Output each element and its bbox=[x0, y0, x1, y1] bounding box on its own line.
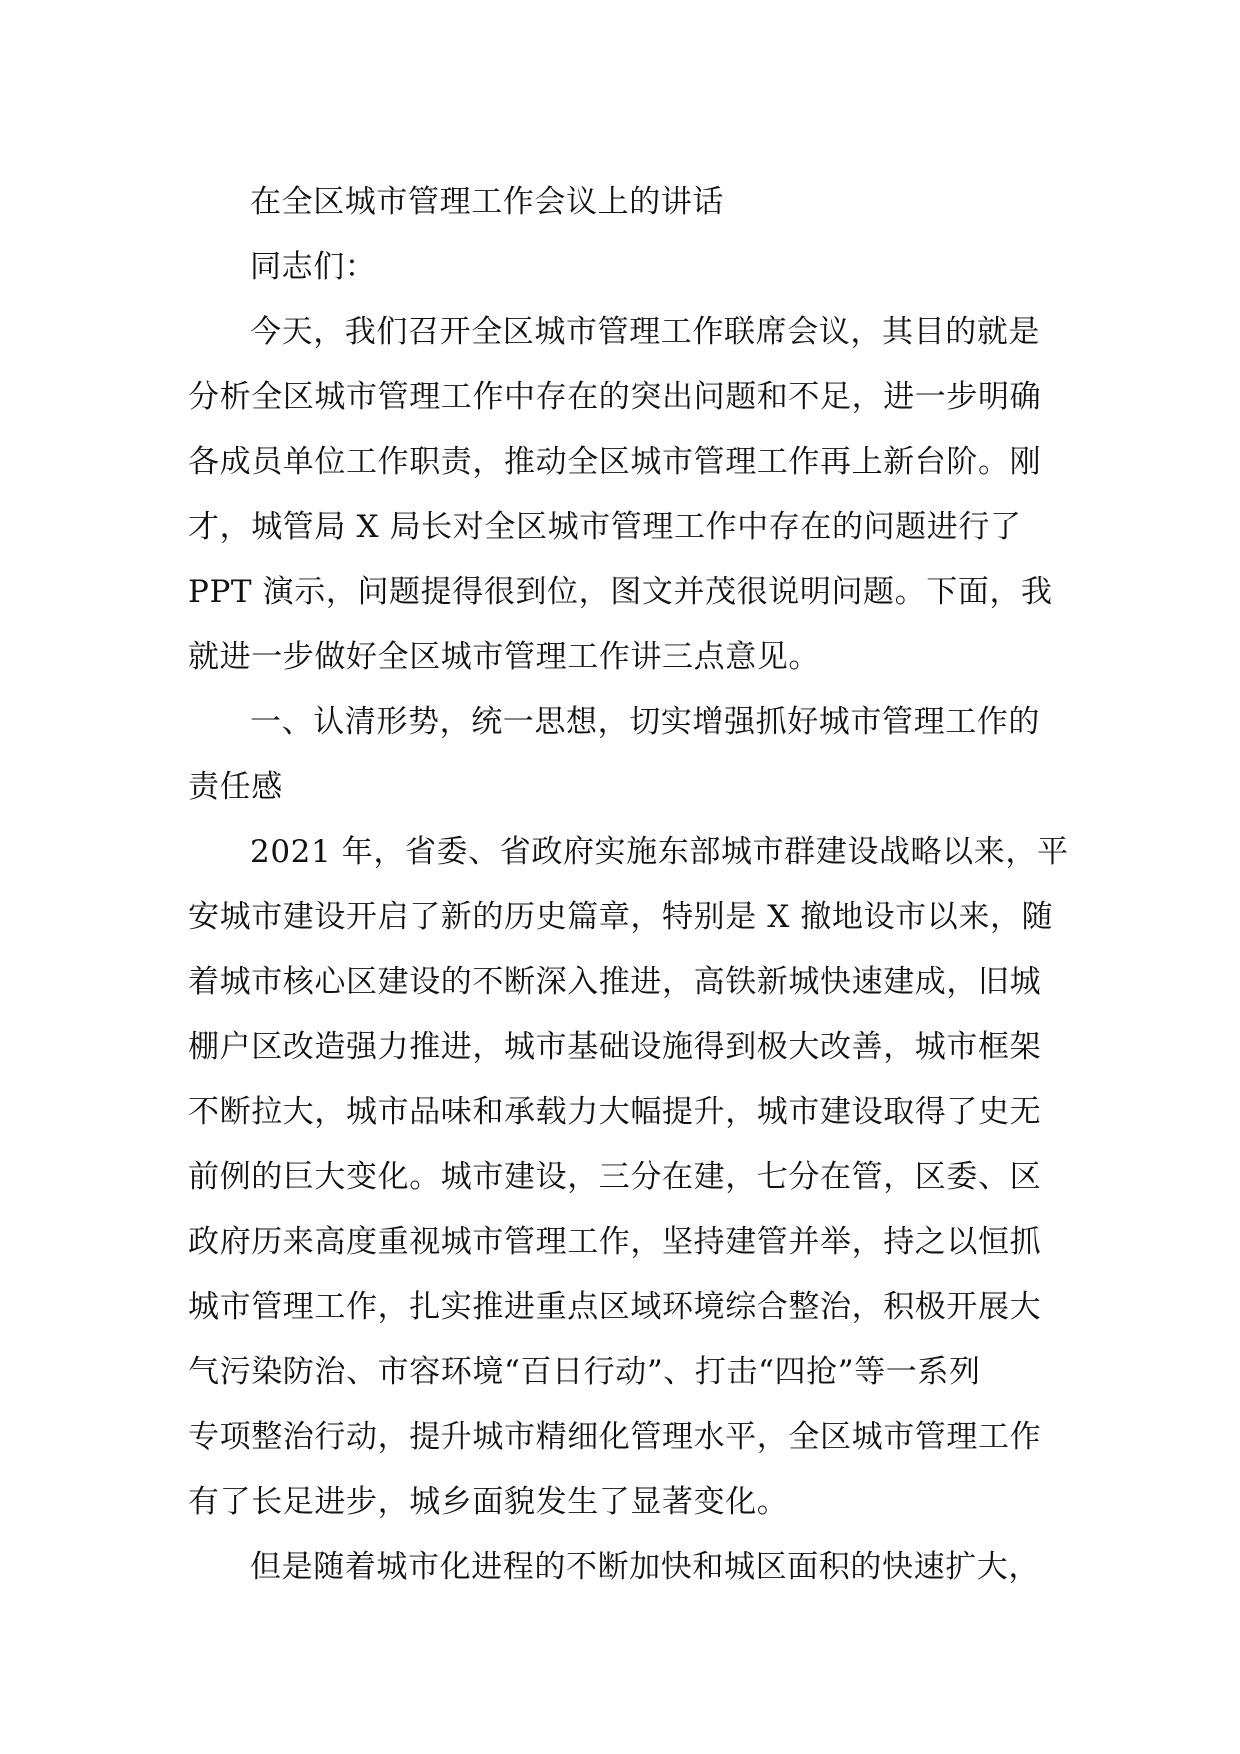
paragraph-opening bbox=[188, 300, 1058, 690]
salutation: 同志们： bbox=[250, 249, 377, 285]
paragraph-line: 有了长足进步，城乡面貌发生了显著变化。 bbox=[188, 1484, 789, 1520]
paragraph-line: 着城市核心区建设的不断深入推进，高铁新城快速建成，旧城 bbox=[188, 964, 1042, 1000]
paragraph-line: 不断拉大，城市品味和承载力大幅提升，城市建设取得了史无 bbox=[188, 1094, 1042, 1130]
paragraph-line: 分析全区城市管理工作中存在的突出问题和不足，进一步明确 bbox=[188, 379, 1042, 415]
paragraph-situation bbox=[188, 820, 1069, 1535]
heading-line: 责任感 bbox=[188, 769, 283, 805]
paragraph-line: 安城市建设开启了新的历史篇章，特别是 X 撤地设市以来，随 bbox=[188, 899, 1054, 935]
paragraph-line: 城市管理工作，扎实推进重点区域环境综合整治，积极开展大 bbox=[188, 1289, 1042, 1325]
paragraph-line: 才，城管局 X 局长对全区城市管理工作中存在的问题进行了 bbox=[188, 509, 1022, 545]
paragraph-however bbox=[188, 1535, 1058, 1600]
heading-line: 一、认清形势，统一思想，切实增强抓好城市管理工作的 bbox=[250, 704, 1040, 740]
paragraph-line: 气污染防治、市容环境“百日行动”、打击“四抢”等一系列 bbox=[188, 1354, 981, 1390]
paragraph-line: 2021 年，省委、省政府实施东部城市群建设战略以来，平 bbox=[250, 834, 1069, 870]
paragraph-line: 各成员单位工作职责，推动全区城市管理工作再上新台阶。刚 bbox=[188, 444, 1042, 480]
paragraph-line: 专项整治行动，提升城市精细化管理水平，全区城市管理工作 bbox=[188, 1419, 1042, 1455]
section-heading-1 bbox=[188, 690, 1058, 820]
paragraph-line: 前例的巨大变化。城市建设，三分在建，七分在管，区委、区 bbox=[188, 1159, 1042, 1195]
paragraph-line: 今天，我们召开全区城市管理工作联席会议，其目的就是 bbox=[250, 314, 1040, 350]
paragraph-line: 就进一步做好全区城市管理工作讲三点意见。 bbox=[188, 639, 820, 675]
document-title: 在全区城市管理工作会议上的讲话 bbox=[250, 184, 724, 220]
paragraph-line: PPT 演示，问题提得很到位，图文并茂很说明问题。下面，我 bbox=[188, 574, 1053, 610]
document-body bbox=[188, 170, 1069, 1600]
paragraph-line: 棚户区改造强力推进，城市基础设施得到极大改善，城市框架 bbox=[188, 1029, 1042, 1065]
paragraph-line: 政府历来高度重视城市管理工作，坚持建管并举，持之以恒抓 bbox=[188, 1224, 1042, 1260]
paragraph-line: 但是随着城市化进程的不断加快和城区面积的快速扩大， bbox=[250, 1549, 1040, 1585]
